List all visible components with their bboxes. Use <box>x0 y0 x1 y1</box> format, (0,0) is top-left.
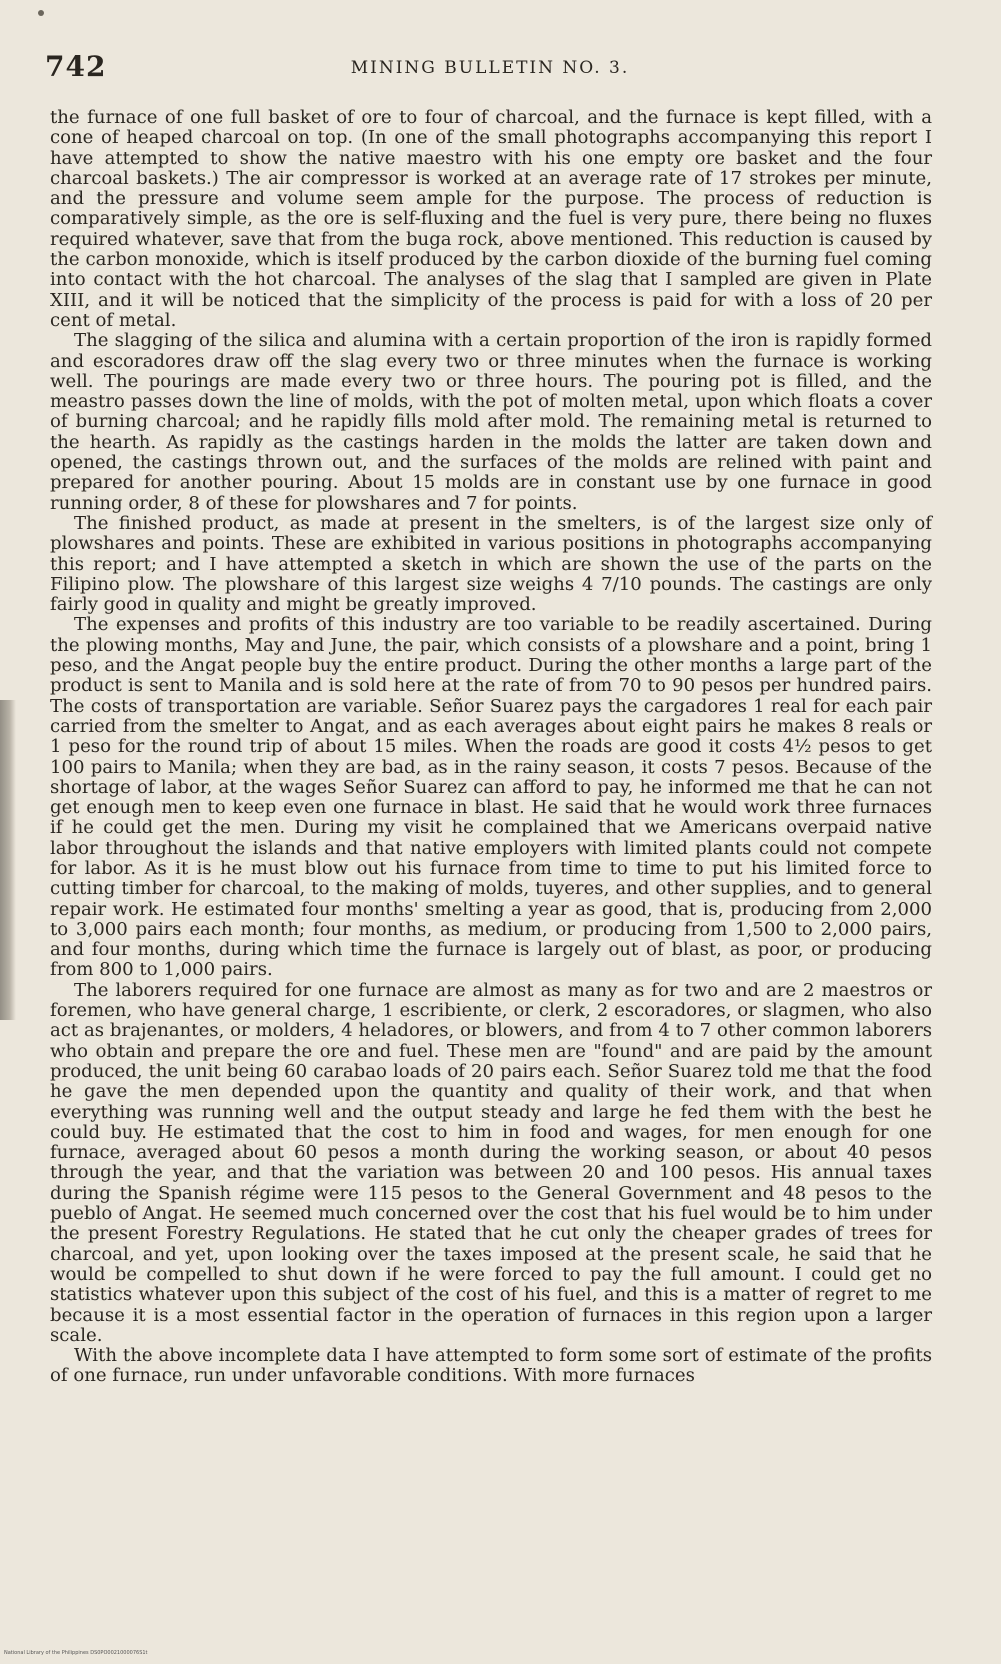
paragraph-1: the furnace of one full basket of ore to four of charcoal, and the furnace is kept filled, with a cone of heaped charcoal on top. (In one of the small photographs accompanying this report I have attempted to show the native maestro with his one empty ore basket and the four charcoal baskets.) The air compressor is worked at an average rate of 17 strokes per minute, and the pressure and volume seem ample for the purpose. The process of reduction is comparatively simple, as the ore is self-fluxing and the fuel is very pure, there being no fluxes required whatever, save that from the buga rock, above mentioned. This reduction is caused by the carbon monoxide, which is itself produced by the carbon dioxide of the burning fuel coming into contact with the hot charcoal. The analyses of the slag that I sampled are given in Plate XIII, and it will be noticed that the simplicity of the process is paid for with a loss of 20 per cent of metal. <box>50 107 932 331</box>
paragraph-5: The laborers required for one furnace are almost as many as for two and are 2 maestros or foremen, who have general charge, 1 escribiente, or clerk, 2 escoradores, or slagmen, who also act as brajenantes, or molders, 4 heladores, or blowers, and from 4 to 7 other common laborers who obtain and prepare the ore and fuel. These men are "found" and are paid by the amount produced, the unit being 60 carabao loads of 20 pairs each. Señor Suarez told me that the food he gave the men depended upon the quantity and quality of their work, and that when everything was running well and the output steady and large he fed them with the best he could buy. He estimated that the cost to him in food and wages, for men enough for one furnace, averaged about 60 pesos a month during the working season, or about 40 pesos through the year, and that the variation was between 20 and 100 pesos. His annual taxes during the Spanish régime were 115 pesos to the General Government and 48 pesos to the pueblo of Angat. He seemed much concerned over the cost that his fuel would be to him under the present Forestry Regulations. He stated that he cut only the cheaper grades of trees for charcoal, and yet, upon looking over the taxes imposed at the present scale, he said that he would be compelled to shut down if he were forced to pay the full amount. I could get no statistics whatever upon this subject of the cost of his fuel, and this is a matter of regret to me because it is a most essential factor in the operation of furnaces in this region upon a larger scale. <box>50 979 932 1346</box>
paragraph-6: With the above incomplete data I have attempted to form some sort of estimate of the profits of one furnace, run under unfavorable conditions. With more furnaces <box>50 1345 932 1387</box>
body-text <box>50 108 932 1387</box>
paragraph-2: The slagging of the silica and alumina with a certain proportion of the iron is rapidly formed and escoradores draw off the slag every two or three minutes when the furnace is working well. The pourings are made every two or three hours. The pouring pot is filled, and the meastro passes down the line of molds, with the pot of molten metal, upon which floats a cover of burning charcoal; and he rapidly fills mold after mold. The remaining metal is returned to the hearth. As rapidly as the castings harden in the molds the latter are taken down and opened, the castings thrown out, and the surfaces of the molds are relined with paint and prepared for another pouring. About 15 molds are in constant use by one furnace in good running order, 8 of these for plowshares and 7 for points. <box>50 330 932 514</box>
paragraph-3: The finished product, as made at present in the smelters, is of the largest size only of plowshares and points. These are exhibited in various positions in photographs accompanying this report; and I have attempted a sketch in which are shown the use of the parts on the Filipino plow. The plowshare of this largest size weighs 4 7/10 pounds. The castings are only fairly good in quality and might be greatly improved. <box>50 512 932 616</box>
running-head: MINING BULLETIN NO. 3. <box>350 58 630 78</box>
scan-footer: National Library of the Philippines DS0PO0021000076S1t <box>4 1650 148 1656</box>
page-number: 742 <box>45 50 107 83</box>
paragraph-4: The expenses and profits of this industry are too variable to be readily ascertained. During the plowing months, May and June, the pair, which consists of a plowshare and a point, bring 1 peso, and the Angat people buy the entire product. During the other months a large part of the product is sent to Manila and is sold here at the rate of from 70 to 90 pesos per hundred pairs. The costs of transportation are variable. Señor Suarez pays the cargadores 1 real for each pair carried from the smelter to Angat, and as each averages about eight pairs he makes 8 reals or 1 peso for the round trip of about 15 miles. When the roads are good it costs 4½ pesos to get 100 pairs to Manila; when they are bad, as in the rainy season, it costs 7 pesos. Because of the shortage of labor, at the wages Señor Suarez can afford to pay, he informed me that he can not get enough men to keep even one furnace in blast. He said that he would work three furnaces if he could get the men. During my visit he complained that we Americans overpaid native labor throughout the islands and that native employers with limited plants could not compete for labor. As it is he must blow out his furnace from time to time to put his limited force to cutting timber for charcoal, to the making of molds, tuyeres, and other supplies, and to general repair work. He estimated four months' smelting a year as good, that is, producing from 2,000 to 3,000 pairs each month; four months, as medium, or producing from 1,500 to 2,000 pairs, and four months, during which time the furnace is largely out of blast, as poor, or producing from 800 to 1,000 pairs. <box>50 614 932 981</box>
scan-mark <box>38 10 44 16</box>
scan-page-edge <box>0 700 16 1020</box>
page-header <box>45 50 935 90</box>
